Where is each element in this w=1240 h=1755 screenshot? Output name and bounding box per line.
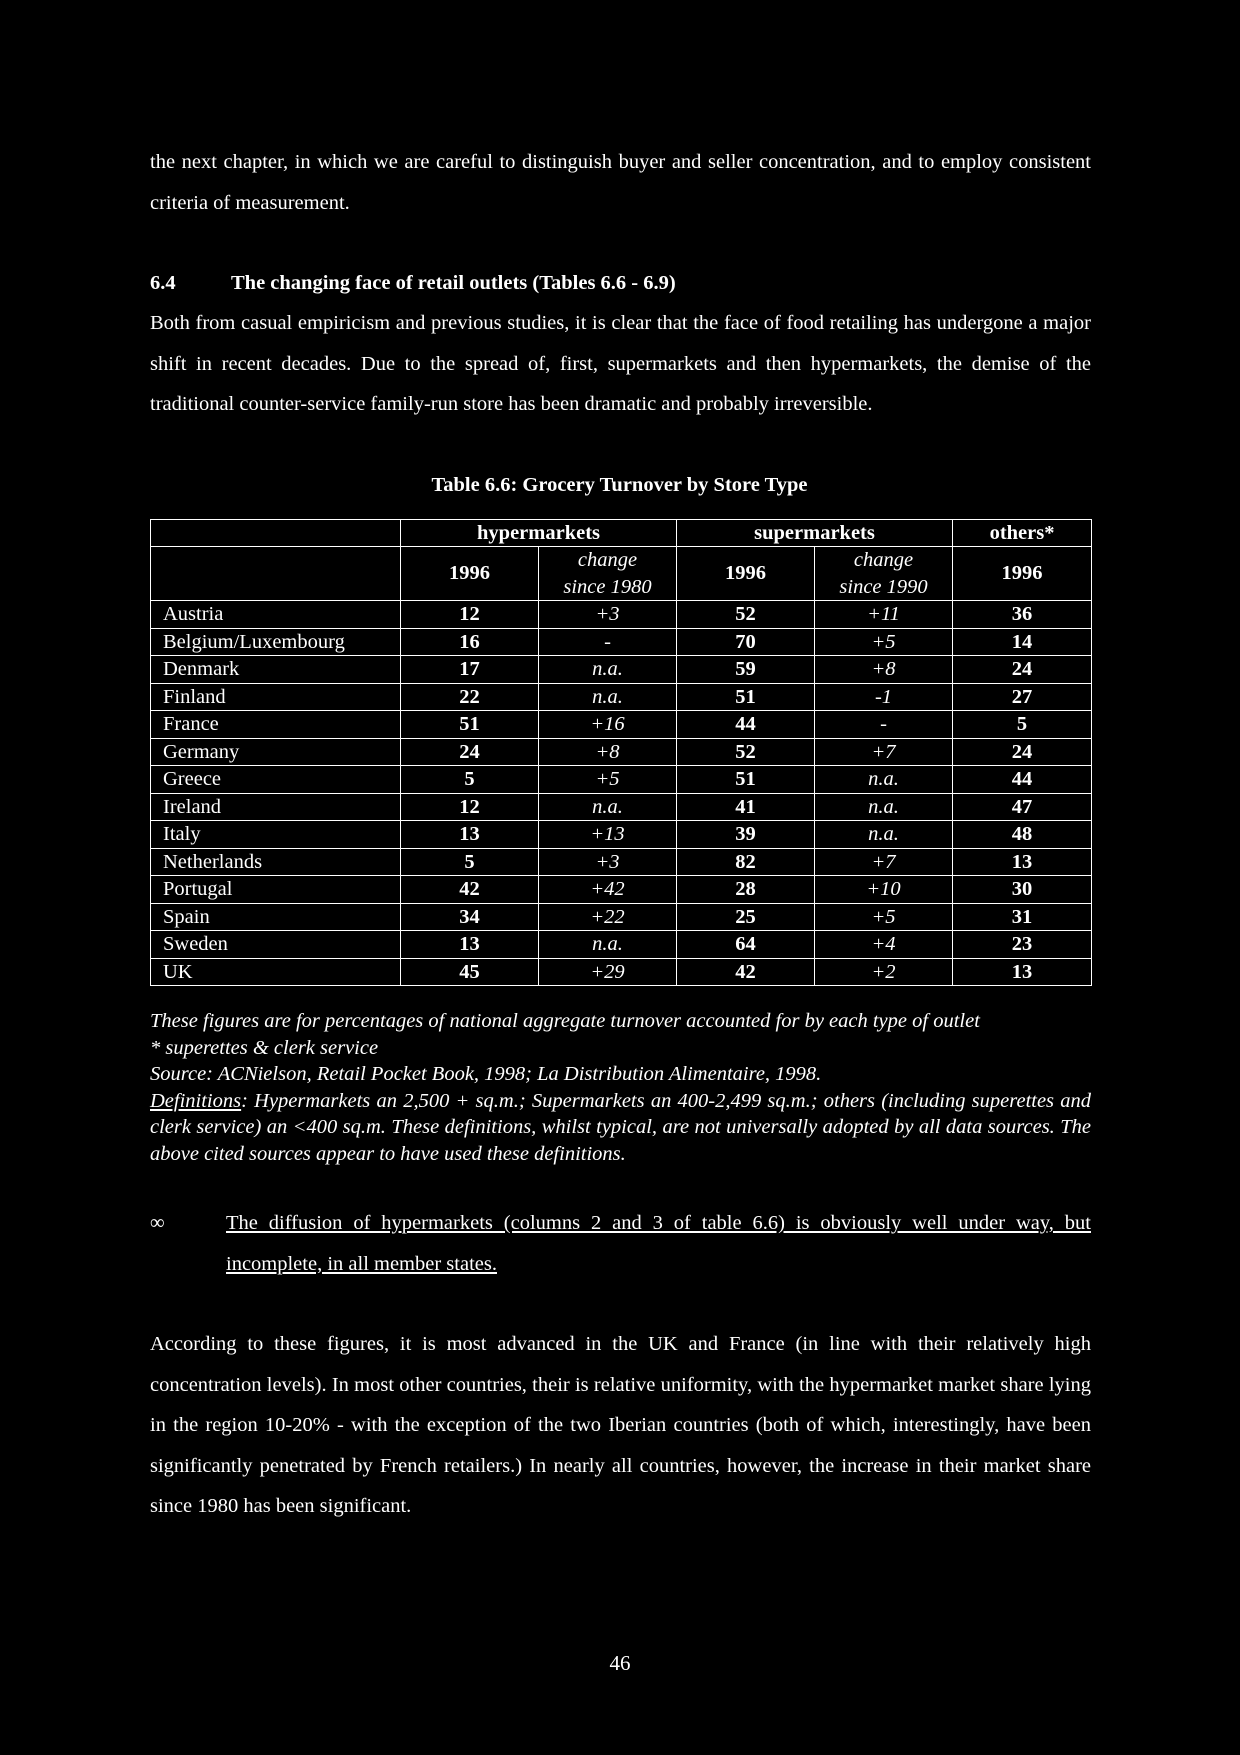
subheader-sup-change-line1: change <box>853 549 914 571</box>
supermarkets-change-cell: +5 <box>815 628 953 656</box>
table-row <box>151 821 1092 849</box>
bullet-point <box>150 1203 1091 1284</box>
final-paragraph: According to these figures, it is most advanced in the UK and France (in line with their relatively high concentration levels). In most other countries, their is relative uniformity, with the hypermarket market share lying in the region 10-20% - with the exception of the two Iberian countries (both of which, interestingly, have been significantly penetrated by French retailers.) In nearly all countries, however, the increase in their market share since 1980 has been significant. <box>150 1333 1091 1517</box>
definitions-text: : Hypermarkets an 2,500 + sq.m.; Supermarkets an 400-2,499 sq.m.; others (including superettes and clerk service) an <400 sq.m. These definitions, whilst typical, are not universally adopted by all data sources. The above cited sources appear to have used these definitions. <box>150 1089 1091 1165</box>
hypermarkets-1996-cell: 16 <box>401 628 539 656</box>
supermarkets-1996-cell: 44 <box>677 711 815 739</box>
hypermarkets-1996-cell: 51 <box>401 711 539 739</box>
table-group-header-row <box>151 519 1092 547</box>
spacer <box>150 223 1091 263</box>
others-1996-cell: 13 <box>953 958 1092 986</box>
country-cell: Finland <box>151 683 401 711</box>
table-row <box>151 903 1092 931</box>
table-row <box>151 958 1092 986</box>
subheader-hyp-year: 1996 <box>401 547 539 601</box>
supermarkets-1996-cell: 64 <box>677 931 815 959</box>
others-1996-cell: 48 <box>953 821 1092 849</box>
others-1996-cell: 30 <box>953 876 1092 904</box>
section-heading <box>150 263 1091 303</box>
table-row <box>151 876 1092 904</box>
note-line-1: These figures are for percentages of national aggregate turnover accounted for by each type of outlet <box>150 1010 980 1032</box>
hypermarkets-change-cell: n.a. <box>539 931 677 959</box>
note-line-2: * superettes & clerk service <box>150 1036 379 1059</box>
hypermarkets-change-cell: n.a. <box>539 683 677 711</box>
country-cell: Greece <box>151 766 401 794</box>
subheader-hyp-change-line2: since 1980 <box>563 575 652 598</box>
hypermarkets-change-cell: +3 <box>539 601 677 629</box>
subheader-oth-year: 1996 <box>953 547 1092 601</box>
table-row <box>151 848 1092 876</box>
supermarkets-change-cell: +7 <box>815 738 953 766</box>
table-notes <box>150 1008 1091 1167</box>
header-hypermarkets: hypermarkets <box>401 519 677 547</box>
supermarkets-change-cell: +2 <box>815 958 953 986</box>
note-definitions <box>150 1088 1091 1168</box>
note-source: Source: ACNielson, Retail Pocket Book, 1998; La Distribution Alimentaire, 1998. <box>150 1063 822 1085</box>
country-cell: Italy <box>151 821 401 849</box>
table-row <box>151 931 1092 959</box>
table-subheader-row <box>151 547 1092 601</box>
supermarkets-1996-cell: 28 <box>677 876 815 904</box>
table-title: Table 6.6: Grocery Turnover by Store Type <box>431 473 808 496</box>
supermarkets-1996-cell: 41 <box>677 793 815 821</box>
hypermarkets-change-cell: +5 <box>539 766 677 794</box>
hypermarkets-1996-cell: 12 <box>401 793 539 821</box>
supermarkets-change-cell: +8 <box>815 656 953 684</box>
table-row <box>151 628 1092 656</box>
hypermarkets-1996-cell: 12 <box>401 601 539 629</box>
supermarkets-1996-cell: 51 <box>677 683 815 711</box>
hypermarkets-1996-cell: 13 <box>401 931 539 959</box>
hypermarkets-1996-cell: 24 <box>401 738 539 766</box>
section-title: The changing face of retail outlets (Tables 6.6 - 6.9) <box>231 272 676 294</box>
table-row <box>151 711 1092 739</box>
hypermarkets-1996-cell: 22 <box>401 683 539 711</box>
supermarkets-change-cell: n.a. <box>815 766 953 794</box>
supermarkets-change-cell: n.a. <box>815 793 953 821</box>
table-row <box>151 656 1092 684</box>
page-number: 46 <box>609 1651 631 1675</box>
subheader-sup-change <box>815 547 953 601</box>
supermarkets-change-cell: +11 <box>815 601 953 629</box>
supermarkets-1996-cell: 39 <box>677 821 815 849</box>
hypermarkets-1996-cell: 42 <box>401 876 539 904</box>
hypermarkets-1996-cell: 34 <box>401 903 539 931</box>
supermarkets-1996-cell: 70 <box>677 628 815 656</box>
definitions-label: Definitions <box>150 1089 242 1112</box>
supermarkets-1996-cell: 42 <box>677 958 815 986</box>
subheader-hyp-change-line1: change <box>577 549 638 571</box>
hypermarkets-change-cell: - <box>539 628 677 656</box>
table-row <box>151 683 1092 711</box>
hypermarkets-change-cell: +22 <box>539 903 677 931</box>
supermarkets-change-cell: - <box>815 711 953 739</box>
supermarkets-1996-cell: 59 <box>677 656 815 684</box>
country-cell: Netherlands <box>151 848 401 876</box>
hypermarkets-change-cell: +29 <box>539 958 677 986</box>
others-1996-cell: 13 <box>953 848 1092 876</box>
header-empty-cell <box>151 519 401 547</box>
document-page <box>150 142 1091 1527</box>
country-cell: Austria <box>151 601 401 629</box>
supermarkets-1996-cell: 25 <box>677 903 815 931</box>
table-row <box>151 738 1092 766</box>
hypermarkets-change-cell: n.a. <box>539 793 677 821</box>
subheader-sup-year: 1996 <box>677 547 815 601</box>
hypermarkets-change-cell: +8 <box>539 738 677 766</box>
country-cell: Denmark <box>151 656 401 684</box>
supermarkets-change-cell: -1 <box>815 683 953 711</box>
country-cell: Sweden <box>151 931 401 959</box>
hypermarkets-change-cell: +13 <box>539 821 677 849</box>
supermarkets-1996-cell: 52 <box>677 738 815 766</box>
others-1996-cell: 23 <box>953 931 1092 959</box>
others-1996-cell: 14 <box>953 628 1092 656</box>
hypermarkets-change-cell: +42 <box>539 876 677 904</box>
supermarkets-change-cell: +4 <box>815 931 953 959</box>
country-cell: France <box>151 711 401 739</box>
supermarkets-change-cell: n.a. <box>815 821 953 849</box>
hypermarkets-change-cell: +16 <box>539 711 677 739</box>
others-1996-cell: 24 <box>953 656 1092 684</box>
others-1996-cell: 5 <box>953 711 1092 739</box>
others-1996-cell: 27 <box>953 683 1092 711</box>
intro-paragraph: the next chapter, in which we are careful to distinguish buyer and seller concentration, and to employ consistent criteria of measurement. <box>150 151 1091 214</box>
supermarkets-change-cell: +7 <box>815 848 953 876</box>
hypermarkets-1996-cell: 45 <box>401 958 539 986</box>
hypermarkets-change-cell: +3 <box>539 848 677 876</box>
hypermarkets-1996-cell: 17 <box>401 656 539 684</box>
others-1996-cell: 36 <box>953 601 1092 629</box>
hypermarkets-1996-cell: 5 <box>401 848 539 876</box>
subheader-sup-change-line2: since 1990 <box>839 575 928 598</box>
country-cell: Germany <box>151 738 401 766</box>
header-others: others* <box>953 519 1092 547</box>
hypermarkets-1996-cell: 13 <box>401 821 539 849</box>
supermarkets-1996-cell: 51 <box>677 766 815 794</box>
country-cell: Spain <box>151 903 401 931</box>
supermarkets-1996-cell: 52 <box>677 601 815 629</box>
section-paragraph: Both from casual empiricism and previous studies, it is clear that the face of food retailing has undergone a major shift in recent decades. Due to the spread of, first, supermarkets and then hypermarkets, the demise of the traditional counter-service family-run store has been dramatic and probably irreversible. <box>150 312 1091 415</box>
subheader-hyp-change <box>539 547 677 601</box>
country-cell: UK <box>151 958 401 986</box>
others-1996-cell: 44 <box>953 766 1092 794</box>
header-supermarkets: supermarkets <box>677 519 953 547</box>
country-cell: Belgium/Luxembourg <box>151 628 401 656</box>
bullet-text: The diffusion of hypermarkets (columns 2 and 3 of table 6.6) is obviously well under way, but incomplete, in all member states. <box>226 1212 1091 1275</box>
supermarkets-1996-cell: 82 <box>677 848 815 876</box>
others-1996-cell: 31 <box>953 903 1092 931</box>
supermarkets-change-cell: +10 <box>815 876 953 904</box>
section-number: 6.4 <box>150 272 176 294</box>
others-1996-cell: 24 <box>953 738 1092 766</box>
supermarkets-change-cell: +5 <box>815 903 953 931</box>
country-cell: Portugal <box>151 876 401 904</box>
others-1996-cell: 47 <box>953 793 1092 821</box>
table-row <box>151 793 1092 821</box>
table-row <box>151 601 1092 629</box>
subheader-empty-cell <box>151 547 401 601</box>
infinity-bullet-icon: ∞ <box>150 1212 165 1234</box>
hypermarkets-change-cell: n.a. <box>539 656 677 684</box>
country-cell: Ireland <box>151 793 401 821</box>
table-row <box>151 766 1092 794</box>
turnover-table <box>150 519 1092 987</box>
hypermarkets-1996-cell: 5 <box>401 766 539 794</box>
